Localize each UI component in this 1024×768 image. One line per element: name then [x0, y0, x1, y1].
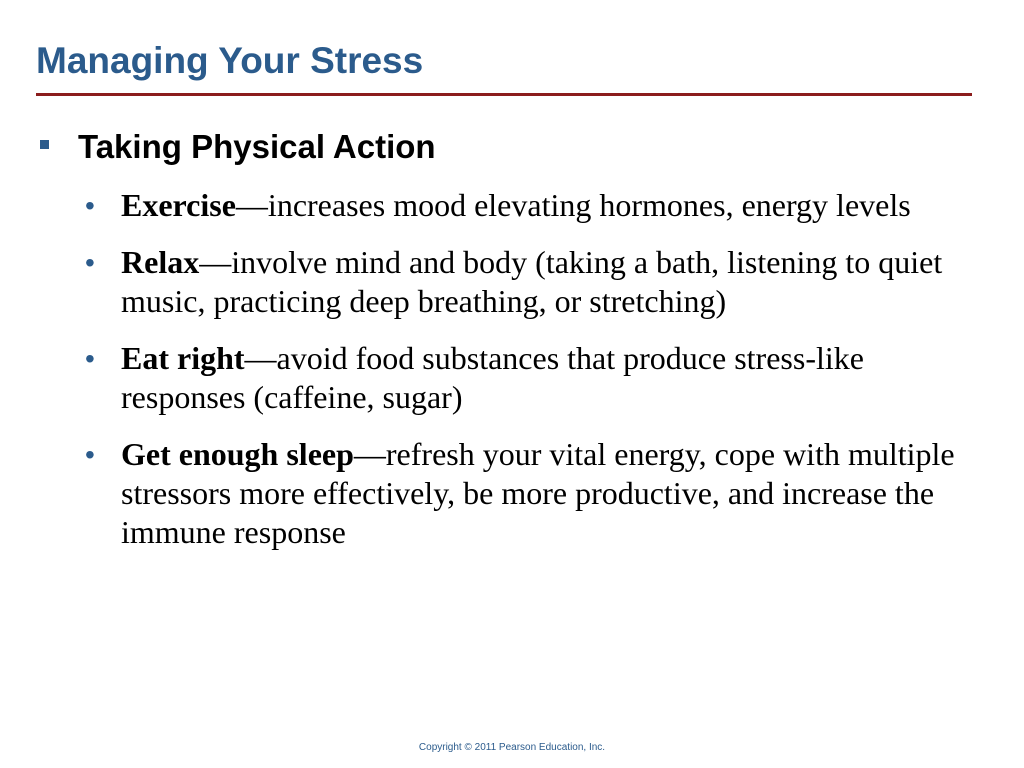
- title-divider: [36, 93, 972, 96]
- round-bullet-icon: •: [85, 343, 95, 374]
- item-term: Relax: [121, 244, 200, 280]
- bullet-list: [85, 186, 965, 570]
- list-item: [85, 186, 965, 225]
- slide-title: Managing Your Stress: [36, 40, 424, 81]
- list-item: [85, 339, 965, 417]
- list-item: [85, 435, 965, 552]
- list-item: [85, 243, 965, 321]
- round-bullet-icon: •: [85, 190, 95, 221]
- item-description: —avoid food substances that produce stress-like responses (caffeine, sugar): [121, 340, 864, 415]
- item-description: —involve mind and body (taking a bath, listening to quiet music, practicing deep breathing, or stretching): [121, 244, 943, 319]
- round-bullet-icon: •: [85, 439, 95, 470]
- item-description: —refresh your vital energy, cope with multiple stressors more effectively, be more productive, and increase the immune response: [121, 436, 955, 550]
- item-term: Get enough sleep: [121, 436, 354, 472]
- copyright-footer: Copyright © 2011 Pearson Education, Inc.: [418, 742, 606, 753]
- item-description: —increases mood elevating hormones, energy levels: [235, 187, 911, 223]
- item-term: Exercise: [121, 187, 236, 223]
- square-bullet-icon: [40, 140, 49, 149]
- section-heading: Taking Physical Action: [78, 128, 436, 165]
- round-bullet-icon: •: [85, 247, 95, 278]
- item-term: Eat right: [121, 340, 245, 376]
